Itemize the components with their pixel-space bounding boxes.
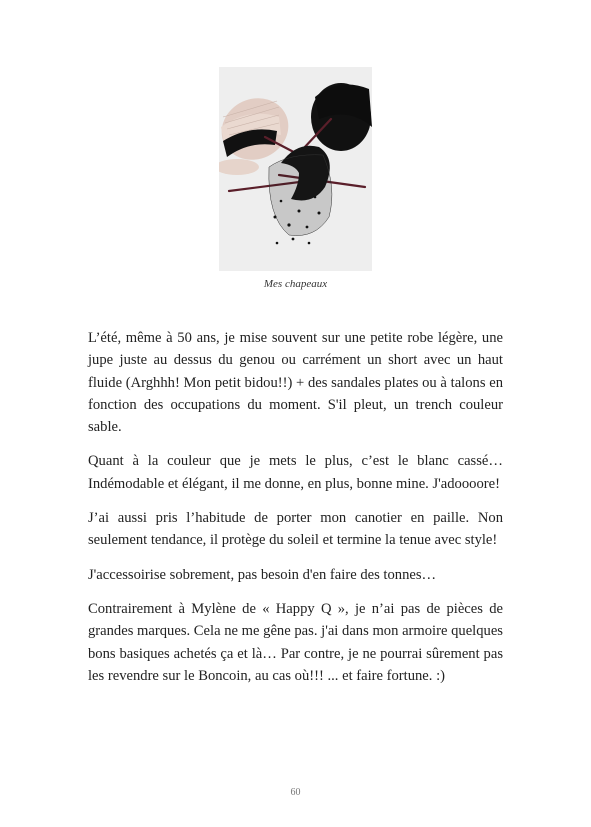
figure-caption: Mes chapeaux: [263, 278, 328, 290]
hats-photo: [219, 67, 372, 271]
paragraph: J’ai aussi pris l’habitude de porter mon canotier en paille. Non seulement tendance, il protège du soleil et termine la tenue avec style!: [88, 510, 503, 549]
paragraph: Quant à la couleur que je mets le plus, c’est le blanc cassé… Indémodable et élégant, il me donne, en plus, bonne mine. J'adoooore!: [88, 453, 503, 492]
hats-illustration: [219, 67, 372, 271]
paragraph: J'accessoirise sobrement, pas besoin d'en faire des tonnes…: [88, 566, 437, 583]
paragraph: L’été, même à 50 ans, je mise souvent sur une petite robe légère, une jupe juste au dessus du genou ou carrément un short avec un haut fluide (Arghhh! Mon petit bidou!!) + des sandales plates ou à talons en fonction des occupations du moment. S'il pleut, un trench couleur sable.: [88, 330, 503, 436]
paragraph: Contrairement à Mylène de « Happy Q », je n’ai pas de pièces de grandes marques. Cela ne me gêne pas. j'ai dans mon armoire quelques bons basiques achetés ça et là… Par contre, je ne pourrai sûrement pas les revendre sur le Boncoin, au cas où!!! ... et faire fortune. :): [88, 600, 503, 684]
page-number: 60: [290, 787, 301, 798]
body-text: [88, 327, 503, 699]
